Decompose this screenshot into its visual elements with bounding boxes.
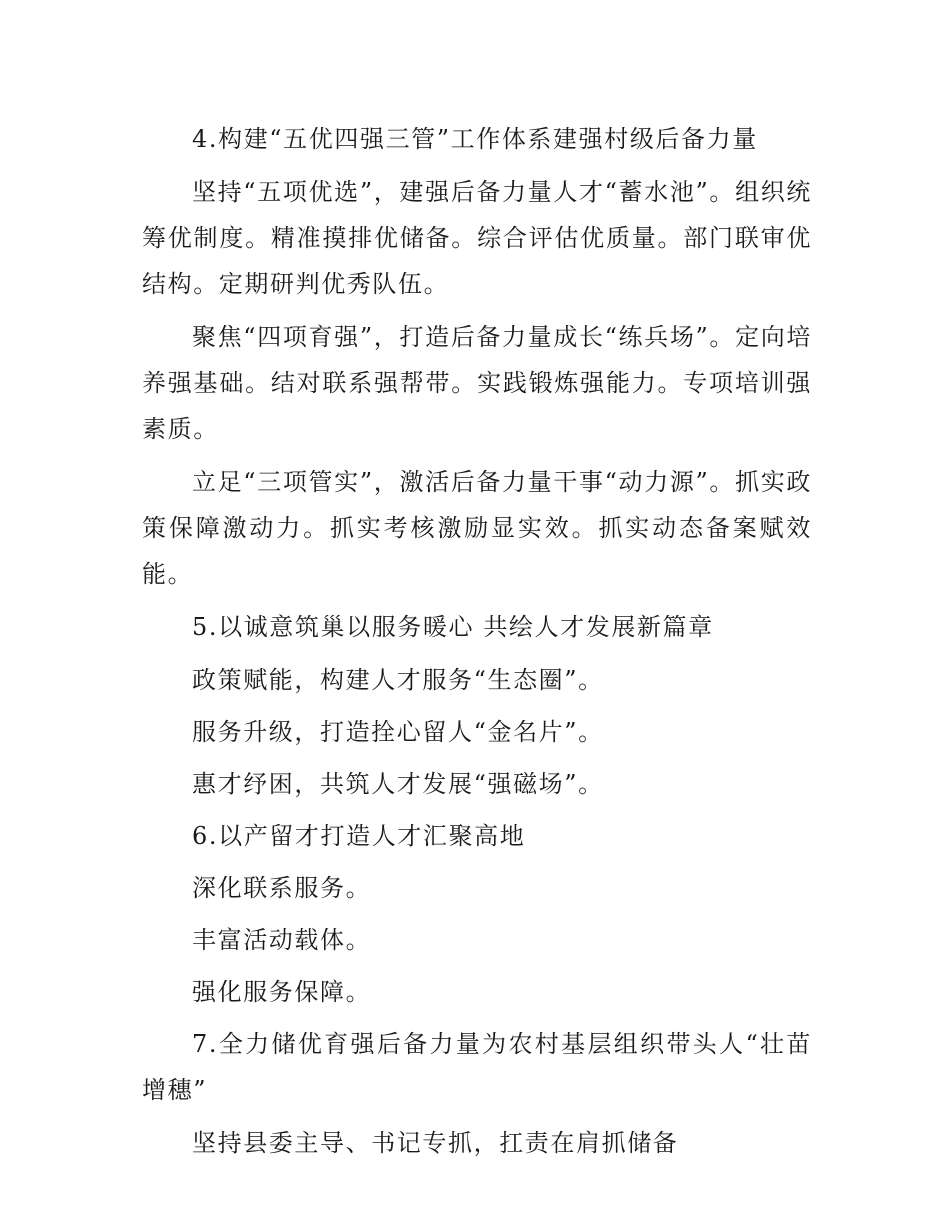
paragraph: 强化服务保障。 bbox=[192, 978, 372, 1006]
section-heading-7: 7.全力储优育强后备力量为农村基层组织带头人“壮苗增穗” bbox=[142, 1030, 812, 1104]
paragraph: 政策赋能，构建人才服务“生态圈”。 bbox=[192, 666, 604, 694]
paragraph: 坚持县委主导、书记专抓，扛责在肩抓储备 bbox=[192, 1129, 679, 1157]
paragraph: 坚持“五项优选”，建强后备力量人才“蓄水池”。组织统筹优制度。精准摸排优储备。综合评估优质量。部门联审优结构。定期研判优秀队伍。 bbox=[142, 178, 812, 298]
paragraph: 惠才纾困，共筑人才发展“强磁场”。 bbox=[192, 770, 604, 798]
section-heading-5: 5.以诚意筑巢以服务暖心 共绘人才发展新篇章 bbox=[192, 613, 714, 641]
paragraph: 服务升级，打造拴心留人“金名片”。 bbox=[192, 718, 604, 746]
paragraph: 丰富活动载体。 bbox=[192, 926, 372, 954]
section-heading-6: 6.以产留才打造人才汇聚高地 bbox=[192, 822, 526, 850]
paragraph: 聚焦“四项育强”，打造后备力量成长“练兵场”。定向培养强基础。结对联系强帮带。实践锻炼强能力。专项培训强素质。 bbox=[142, 323, 812, 443]
paragraph: 立足“三项管实”，激活后备力量干事“动力源”。抓实政策保障激动力。抓实考核激励显实效。抓实动态备案赋效能。 bbox=[142, 468, 812, 588]
paragraph: 深化联系服务。 bbox=[192, 874, 372, 902]
document-body bbox=[142, 116, 812, 1173]
section-heading-4: 4.构建“五优四强三管”工作体系建强村级后备力量 bbox=[192, 125, 758, 153]
